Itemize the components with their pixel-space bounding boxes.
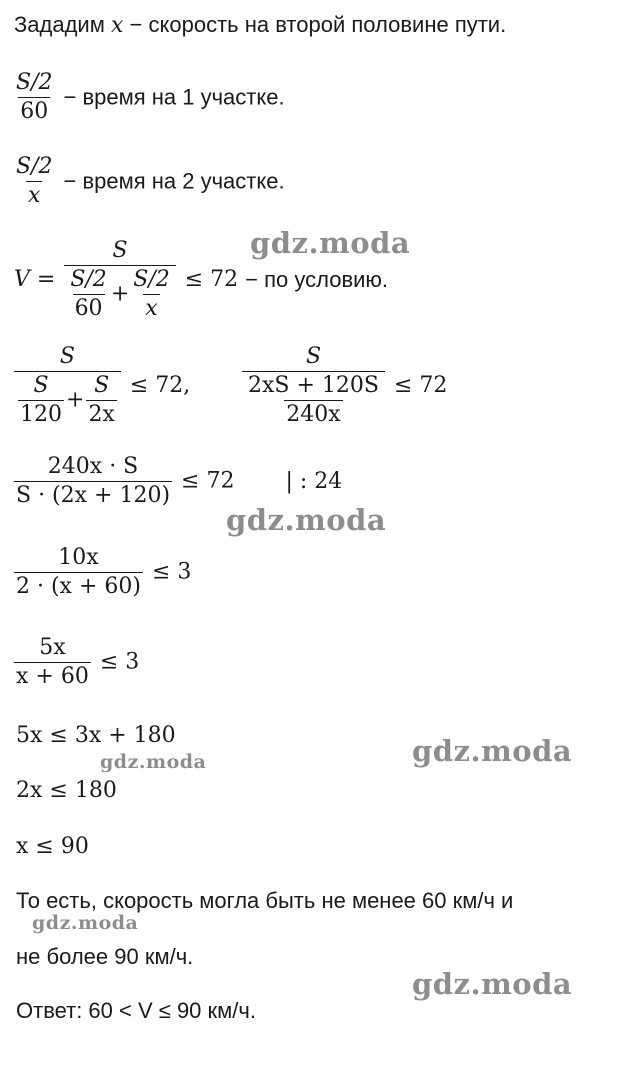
row4-right-relation: ≤ 72 <box>393 373 448 398</box>
inner-fraction-1: $\frac{S/2}{60}$ <box>70 267 107 321</box>
speed-relation: ≤ 72 <box>184 267 239 292</box>
fraction-combined: $\frac{S}{\frac{2xS + 120S}{240x}}$ <box>242 346 385 426</box>
watermark: gdz.moda <box>100 751 207 773</box>
speed-lhs: V = <box>14 267 56 292</box>
inequality-row7 <box>12 637 139 688</box>
watermark: gdz.moda <box>226 503 387 537</box>
speed-condition-text: − по условию. <box>245 267 389 292</box>
time-first-part-line <box>12 72 285 123</box>
row4-left-relation: ≤ 72, <box>129 373 191 398</box>
conclusion-line-1: То есть, скорость могла быть не менее 60 км/ч и <box>16 888 514 913</box>
time-second-part-line <box>12 156 285 207</box>
time-first-part-text: − время на 1 участке. <box>63 84 285 110</box>
fraction-numerator: S/2 <box>16 70 53 95</box>
row6-relation: ≤ 3 <box>151 559 192 585</box>
intro-prefix: Зададим <box>14 12 105 37</box>
inequality-line-3: x ≤ 90 <box>16 834 89 859</box>
watermark: gdz.moda <box>412 967 573 1001</box>
fraction-denominator: $\frac{S/2}{60}$ + $\frac{S/2}{x}$ <box>64 265 175 320</box>
fraction-row5: $\frac{240x \cdot S}{S \cdot (2x + 120)}$ <box>16 454 171 508</box>
inner-fraction-a1: $\frac{S}{120}$ <box>20 373 62 427</box>
watermark: gdz.moda <box>412 734 573 768</box>
intro-line <box>14 14 506 37</box>
row5-relation: ≤ 72 <box>181 468 235 494</box>
inner-fraction-a2: $\frac{S}{2x}$ <box>88 373 115 427</box>
fraction-main: S $\frac{S}{120}$ + $\frac{S}{2x}$ <box>14 346 121 426</box>
inequality-row5 <box>12 456 342 507</box>
inequality-row4-left <box>12 346 190 426</box>
fraction-denominator: 60 <box>20 99 49 124</box>
inequality-row4-right <box>240 346 447 426</box>
fraction-time-2 <box>14 156 54 207</box>
conclusion-line-2: не более 90 км/ч. <box>16 944 194 969</box>
fraction-time-1 <box>14 72 54 123</box>
inequality-row6 <box>12 547 191 598</box>
answer-line: Ответ: 60 < V ≤ 90 км/ч. <box>16 998 256 1023</box>
intro-suffix: − скорость на второй половине пути. <box>129 12 507 37</box>
inner-fraction-b: $\frac{2xS + 120S}{240x}$ <box>248 373 379 427</box>
fraction-row7: $\frac{5x}{x + 60}$ <box>16 635 89 689</box>
fraction-row6: $\frac{10x}{2 \cdot (x + 60)}$ <box>16 545 141 599</box>
row5-divide-note: | : 24 <box>285 468 343 494</box>
row7-relation: ≤ 3 <box>99 649 140 675</box>
inequality-line-1: 5x ≤ 3x + 180 <box>16 723 176 748</box>
fraction-numerator: S/2 <box>16 154 53 179</box>
inner-fraction-2: $\frac{S/2}{x}$ <box>133 267 170 321</box>
inequality-line-2: 2x ≤ 180 <box>16 778 117 803</box>
watermark: gdz.moda <box>250 226 411 260</box>
speed-fraction <box>64 240 175 320</box>
fraction-denominator: x <box>28 183 41 208</box>
fraction-numerator: S <box>112 238 128 263</box>
watermark: gdz.moda <box>32 912 139 934</box>
intro-variable: x <box>110 13 124 38</box>
time-second-part-text: − время на 2 участке. <box>63 168 285 194</box>
